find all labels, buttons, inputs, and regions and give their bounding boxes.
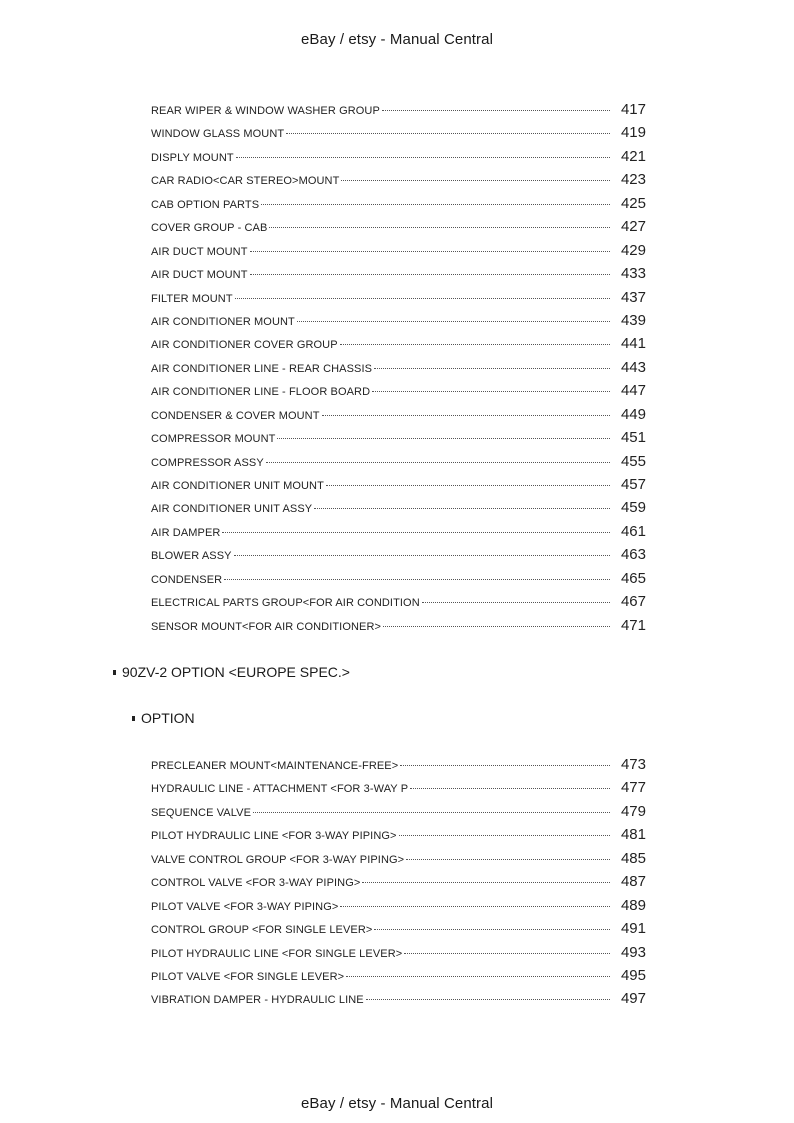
toc-entry-page: 461	[620, 522, 646, 540]
section-heading[interactable]	[113, 664, 350, 680]
toc-entry-page: 495	[620, 966, 646, 984]
toc-entry[interactable]	[151, 453, 646, 476]
toc-entry-title: PRECLEANER MOUNT<MAINTENANCE-FREE>	[151, 760, 399, 772]
toc-entry-page: 423	[620, 171, 646, 189]
page-header: eBay / etsy - Manual Central	[300, 31, 494, 48]
toc-entry-title: CAB OPTION PARTS	[151, 198, 260, 211]
toc-entry-page: 479	[620, 802, 646, 820]
toc-entry-title: VALVE CONTROL GROUP <FOR 3-WAY PIPING>	[151, 853, 405, 866]
toc-entry-title: CONDENSER & COVER MOUNT	[151, 409, 320, 422]
dot-leader	[362, 882, 610, 883]
toc-entry[interactable]	[151, 242, 646, 265]
section-heading-text: 90ZV-2 OPTION <EUROPE SPEC.>	[122, 664, 350, 680]
toc-entry[interactable]	[151, 593, 646, 616]
toc-entry[interactable]	[151, 546, 646, 569]
toc-entry-title: AIR CONDITIONER MOUNT	[151, 315, 295, 328]
dot-leader	[340, 344, 610, 345]
toc-entry-page: 459	[620, 499, 646, 517]
dot-leader	[266, 462, 610, 463]
toc-entry[interactable]	[151, 779, 646, 802]
toc-entry-page: 485	[620, 849, 646, 867]
toc-entry-page: 497	[620, 990, 646, 1008]
toc-entry[interactable]	[151, 289, 646, 312]
dot-leader	[222, 532, 610, 533]
toc-entry-title: BLOWER ASSY	[151, 550, 232, 563]
toc-entry[interactable]	[151, 803, 646, 826]
toc-entry-title: AIR DUCT MOUNT	[151, 245, 248, 258]
dot-leader	[346, 976, 610, 977]
toc-entry-title: COMPRESSOR ASSY	[151, 456, 264, 469]
toc-entry-title: SEQUENCE VALVE	[151, 806, 252, 819]
toc-entry[interactable]	[151, 523, 646, 546]
toc-entry[interactable]	[151, 406, 646, 429]
dot-leader	[253, 812, 610, 813]
toc-entry-page: 491	[620, 920, 646, 938]
toc-entry-page: 439	[620, 311, 646, 329]
dot-leader	[322, 415, 610, 416]
toc-entry-page: 481	[620, 826, 646, 844]
toc-entry[interactable]	[151, 265, 646, 288]
dot-leader	[400, 765, 610, 766]
toc-entry[interactable]	[151, 850, 646, 873]
dot-leader	[406, 859, 610, 860]
toc-entry-title: COMPRESSOR MOUNT	[151, 433, 276, 446]
dot-leader	[236, 157, 610, 158]
toc-entry[interactable]	[151, 359, 646, 382]
toc-entry-title: AIR DAMPER	[151, 526, 221, 539]
toc-entry-page: 493	[620, 943, 646, 961]
dot-leader	[269, 227, 610, 228]
section-subheading[interactable]	[132, 710, 195, 726]
toc-list-lower	[151, 756, 646, 1014]
toc-entry[interactable]	[151, 171, 646, 194]
toc-entry-title: AIR CONDITIONER LINE - FLOOR BOARD	[151, 386, 371, 399]
toc-entry-page: 441	[620, 335, 646, 353]
dot-leader	[366, 999, 610, 1000]
toc-entry-page: 471	[620, 616, 646, 634]
toc-entry-page: 433	[620, 265, 646, 283]
toc-entry[interactable]	[151, 826, 646, 849]
dot-leader	[314, 508, 610, 509]
toc-entry-title: PILOT VALVE <FOR SINGLE LEVER>	[151, 970, 345, 983]
toc-entry-title: AIR CONDITIONER UNIT MOUNT	[151, 480, 324, 492]
toc-entry-title: DISPLY MOUNT	[151, 151, 234, 164]
toc-entry-page: 419	[620, 124, 646, 142]
toc-entry-title: VIBRATION DAMPER - HYDRAULIC LINE	[151, 994, 364, 1007]
toc-entry[interactable]	[151, 990, 646, 1013]
dot-leader	[374, 929, 610, 930]
dot-leader	[383, 626, 610, 627]
toc-entry[interactable]	[151, 195, 646, 218]
toc-entry-title: PILOT VALVE <FOR 3-WAY PIPING>	[151, 900, 339, 913]
bullet-icon	[132, 716, 135, 721]
toc-entry-title: AIR CONDITIONER LINE - REAR CHASSIS	[151, 362, 373, 375]
toc-entry[interactable]	[151, 101, 646, 124]
dot-leader	[374, 368, 610, 369]
toc-entry-page: 425	[620, 194, 646, 212]
toc-entry[interactable]	[151, 897, 646, 920]
toc-entry-page: 487	[620, 873, 646, 891]
toc-entry[interactable]	[151, 570, 646, 593]
dot-leader	[422, 602, 610, 603]
toc-entry-page: 421	[620, 147, 646, 165]
dot-leader	[410, 788, 610, 789]
toc-entry-page: 457	[620, 476, 646, 493]
toc-entry[interactable]	[151, 335, 646, 358]
toc-entry-title: WINDOW GLASS MOUNT	[151, 128, 285, 141]
toc-entry-page: 427	[620, 218, 646, 236]
toc-entry[interactable]	[151, 148, 646, 171]
toc-entry-page: 465	[620, 569, 646, 587]
toc-entry-page: 451	[620, 429, 646, 447]
dot-leader	[399, 835, 610, 836]
dot-leader	[235, 298, 610, 299]
toc-entry[interactable]	[151, 124, 646, 147]
dot-leader	[286, 133, 610, 134]
toc-entry-page: 429	[620, 241, 646, 259]
dot-leader	[250, 274, 610, 275]
toc-entry-title: HYDRAULIC LINE - ATTACHMENT <FOR 3-WAY P	[151, 783, 409, 796]
toc-entry[interactable]	[151, 944, 646, 967]
dot-leader	[372, 391, 610, 392]
toc-entry-page: 477	[620, 779, 646, 797]
toc-entry[interactable]	[151, 499, 646, 522]
dot-leader	[340, 906, 610, 907]
toc-entry-page: 417	[620, 101, 646, 118]
toc-entry-title: REAR WIPER & WINDOW WASHER GROUP	[151, 105, 380, 117]
toc-entry[interactable]	[151, 920, 646, 943]
dot-leader	[234, 555, 610, 556]
toc-entry-title: PILOT HYDRAULIC LINE <FOR 3-WAY PIPING>	[151, 830, 397, 843]
toc-entry-page: 463	[620, 546, 646, 564]
dot-leader	[297, 321, 610, 322]
toc-entry-title: AIR CONDITIONER COVER GROUP	[151, 339, 338, 352]
toc-entry[interactable]	[151, 873, 646, 896]
toc-entry-title: FILTER MOUNT	[151, 292, 233, 305]
toc-entry[interactable]	[151, 218, 646, 241]
toc-entry-title: AIR CONDITIONER UNIT ASSY	[151, 503, 313, 516]
toc-entry-page: 447	[620, 382, 646, 400]
toc-entry-page: 455	[620, 452, 646, 470]
toc-entry[interactable]	[151, 756, 646, 779]
toc-entry-page: 473	[620, 756, 646, 773]
dot-leader	[261, 204, 610, 205]
dot-leader	[250, 251, 610, 252]
dot-leader	[277, 438, 610, 439]
toc-entry-page: 437	[620, 288, 646, 306]
toc-entry-title: COVER GROUP - CAB	[151, 222, 268, 235]
dot-leader	[404, 953, 610, 954]
toc-entry-title: CONTROL VALVE <FOR 3-WAY PIPING>	[151, 877, 361, 890]
toc-entry-page: 489	[620, 896, 646, 914]
toc-entry[interactable]	[151, 312, 646, 335]
section-subheading-text: OPTION	[141, 710, 195, 726]
toc-entry-title: CONDENSER	[151, 573, 223, 586]
toc-entry-title: CONTROL GROUP <FOR SINGLE LEVER>	[151, 924, 373, 937]
dot-leader	[341, 180, 610, 181]
toc-entry-page: 449	[620, 405, 646, 423]
toc-entry-title: ELECTRICAL PARTS GROUP<FOR AIR CONDITION	[151, 597, 420, 610]
toc-entry[interactable]	[151, 617, 646, 640]
toc-entry-title: AIR DUCT MOUNT	[151, 269, 248, 282]
toc-entry-title: SENSOR MOUNT<FOR AIR CONDITIONER>	[151, 620, 382, 633]
toc-entry-title: PILOT HYDRAULIC LINE <FOR SINGLE LEVER>	[151, 947, 403, 960]
toc-entry[interactable]	[151, 382, 646, 405]
bullet-icon	[113, 670, 116, 675]
toc-entry[interactable]	[151, 476, 646, 499]
toc-entry-page: 467	[620, 593, 646, 611]
toc-entry[interactable]	[151, 429, 646, 452]
toc-entry[interactable]	[151, 967, 646, 990]
page-footer: eBay / etsy - Manual Central	[300, 1095, 494, 1112]
toc-entry-page: 443	[620, 358, 646, 376]
toc-entry-title: CAR RADIO<CAR STEREO>MOUNT	[151, 175, 340, 188]
toc-list-upper	[151, 101, 646, 640]
dot-leader	[326, 485, 610, 486]
dot-leader	[224, 579, 610, 580]
dot-leader	[382, 110, 610, 111]
